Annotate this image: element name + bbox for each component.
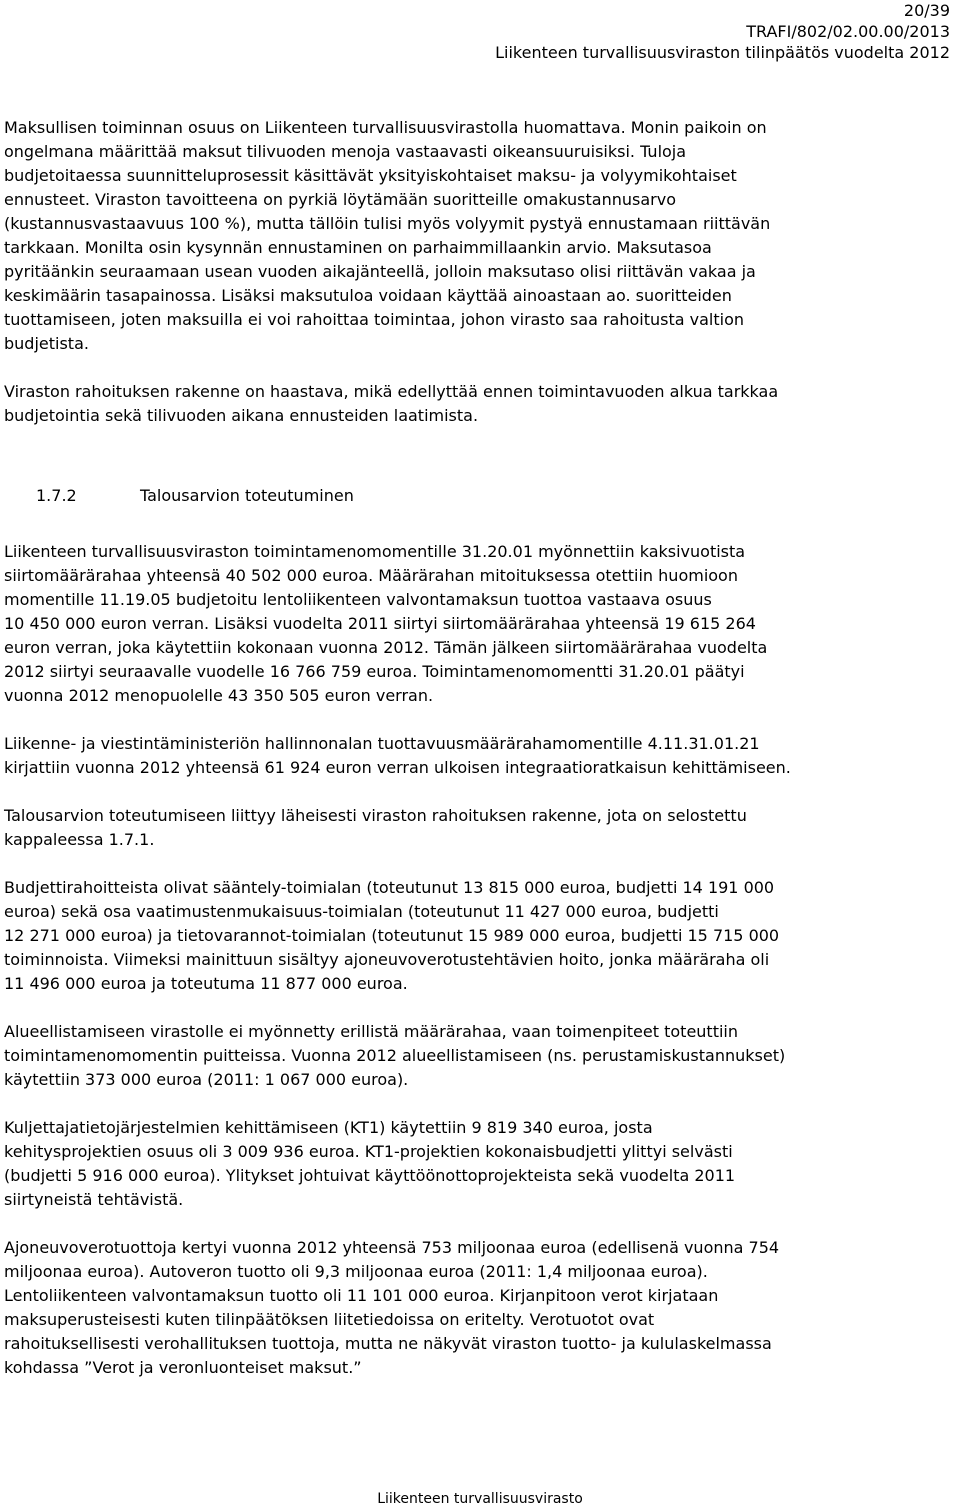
text-line: tarkkaan. Monilta osin kysynnän ennustaminen on parhaimmillaankin arvio. Maksutasoa [4,238,712,257]
text-line: budjetointia sekä tilivuoden aikana ennusteiden laatimista. [4,406,479,425]
text-line: Talousarvion toteutumiseen liittyy läheisesti viraston rahoituksen rakenne, jota on selostettu [4,806,747,825]
section-heading [36,484,956,508]
text-line: pyritäänkin seuraamaan usean vuoden aikajänteellä, jolloin maksutaso olisi riittävän vakaa ja [4,262,756,281]
text-line: toimintamenomomentin puitteissa. Vuonna 2012 alueellistamiseen (ns. perustamiskustannukset) [4,1046,786,1065]
text-line: Alueellistamiseen virastolle ei myönnetty erillistä määrärahaa, vaan toimenpiteet toteuttiin [4,1022,738,1041]
text-line: ongelmana määrittää maksut tilivuoden menoja vastaavasti oikeansuuruisiksi. Tuloja [4,142,687,161]
page-header [495,0,950,63]
text-line: toiminnoista. Viimeksi mainittuun sisältyy ajoneuvoverotustehtävien hoito, jonka määräraha oli [4,950,770,969]
text-line: euroa) sekä osa vaatimustenmukaisuus-toimialan (toteutunut 11 427 000 euroa, budjetti [4,902,719,921]
text-line: Lentoliikenteen valvontamaksun tuotto oli 11 101 000 euroa. Kirjanpitoon verot kirjataan [4,1286,719,1305]
paragraph-maksullinen-toiminta [4,116,956,356]
text-line: momentille 11.19.05 budjetoitu lentoliikenteen valvontamaksun tuottoa vastaava osuus [4,590,712,609]
section-title: Talousarvion toteutuminen [140,486,354,505]
page-number: 20/39 [903,1,950,20]
text-line: vuonna 2012 menopuolelle 43 350 505 euron verran. [4,686,434,705]
text-line: Liikenteen turvallisuusviraston toimintamenomomentille 31.20.01 myönnettiin kaksivuotista [4,542,746,561]
text-line: 12 271 000 euroa) ja tietovarannot-toimialan (toteutunut 15 989 000 euroa, budjetti 15 715 000 [4,926,780,945]
text-line: kirjattiin vuonna 2012 yhteensä 61 924 euron verran ulkoisen integraatioratkaisun kehittämiseen. [4,758,791,777]
text-line: 10 450 000 euron verran. Lisäksi vuodelta 2011 siirtyi siirtomäärärahaa yhteensä 19 615 264 [4,614,756,633]
paragraph-toimintamenomomentti [4,540,956,708]
text-line: Budjettirahoitteista olivat sääntely-toimialan (toteutunut 13 815 000 euroa, budjetti 14 191 000 [4,878,775,897]
page-footer: Liikenteen turvallisuusvirasto [377,1491,583,1507]
paragraph-talousarvion-toteutuminen [4,804,956,852]
paragraph-rahoituksen-rakenne [4,380,956,428]
text-line: euron verran, joka käytettiin kokonaan vuonna 2012. Tämän jälkeen siirtomäärärahaa vuodelta [4,638,768,657]
text-line: (budjetti 5 916 000 euroa). Ylitykset johtuivat käyttöönottoprojekteista sekä vuodelta 2011 [4,1166,736,1185]
text-line: kohdassa ”Verot ja veronluonteiset maksut.” [4,1358,362,1377]
text-line: siirtyneistä tehtävistä. [4,1190,184,1209]
document-title: Liikenteen turvallisuusviraston tilinpäätös vuodelta 2012 [495,43,950,62]
text-line: keskimäärin tasapainossa. Lisäksi maksutuloa voidaan käyttää ainoastaan ao. suoritteiden [4,286,732,305]
text-line: käytettiin 373 000 euroa (2011: 1 067 000 euroa). [4,1070,409,1089]
text-line: maksuperusteisesti kuten tilinpäätöksen liitetiedoissa on eritelty. Verotuotot ovat [4,1310,655,1329]
text-line: budjetista. [4,334,89,353]
text-line: Kuljettajatietojärjestelmien kehittämiseen (KT1) käytettiin 9 819 340 euroa, josta [4,1118,653,1137]
text-line: 11 496 000 euroa ja toteutuma 11 877 000 euroa. [4,974,408,993]
text-line: miljoonaa euroa). Autoveron tuotto oli 9,3 miljoonaa euroa (2011: 1,4 miljoonaa euroa). [4,1262,708,1281]
text-line: ennusteet. Viraston tavoitteena on pyrkiä löytämään suoritteille omakustannusarvo [4,190,676,209]
text-line: 2012 siirtyi seuraavalle vuodelle 16 766 759 euroa. Toimintamenomomentti 31.20.01 päätyi [4,662,745,681]
text-line: siirtomäärärahaa yhteensä 40 502 000 euroa. Määrärahan mitoituksessa otettiin huomioon [4,566,738,585]
paragraph-alueellistaminen [4,1020,956,1092]
text-line: tuottamiseen, joten maksuilla ei voi rahoittaa toimintaa, johon virasto saa rahoitusta valtion [4,310,744,329]
text-line: rahoituksellisesti verohallituksen tuottoja, mutta ne näkyvät viraston tuotto- ja kululaskelmassa [4,1334,772,1353]
paragraph-kuljettajatietojarjestelmat [4,1116,956,1212]
text-line: Maksullisen toiminnan osuus on Liikenteen turvallisuusvirastolla huomattava. Monin paikoin on [4,118,767,137]
section-number: 1.7.2 [36,486,77,505]
text-line: Liikenne- ja viestintäministeriön hallinnonalan tuottavuusmäärärahamomentille 4.11.31.01.21 [4,734,760,753]
document-reference: TRAFI/802/02.00.00/2013 [746,22,950,41]
paragraph-ajoneuvoverotuotot [4,1236,956,1380]
document-body [4,116,956,1404]
text-line: (kustannusvastaavuus 100 %), mutta tällöin tulisi myös volyymit pystyä ennustamaan riittävän [4,214,771,233]
text-line: Ajoneuvoverotuottoja kertyi vuonna 2012 yhteensä 753 miljoonaa euroa (edellisenä vuonna 754 [4,1238,780,1257]
text-line: kehitysprojektien osuus oli 3 009 936 euroa. KT1-projektien kokonaisbudjetti ylittyi selvästi [4,1142,733,1161]
text-line: kappaleessa 1.7.1. [4,830,155,849]
paragraph-budjettirahoitteiset [4,876,956,996]
text-line: Viraston rahoituksen rakenne on haastava, mikä edellyttää ennen toimintavuoden alkua tarkkaa [4,382,779,401]
paragraph-tuottavuusmaararaha [4,732,956,780]
text-line: budjetoitaessa suunnitteluprosessit käsittävät yksityiskohtaiset maksu- ja volyymikohtaiset [4,166,737,185]
